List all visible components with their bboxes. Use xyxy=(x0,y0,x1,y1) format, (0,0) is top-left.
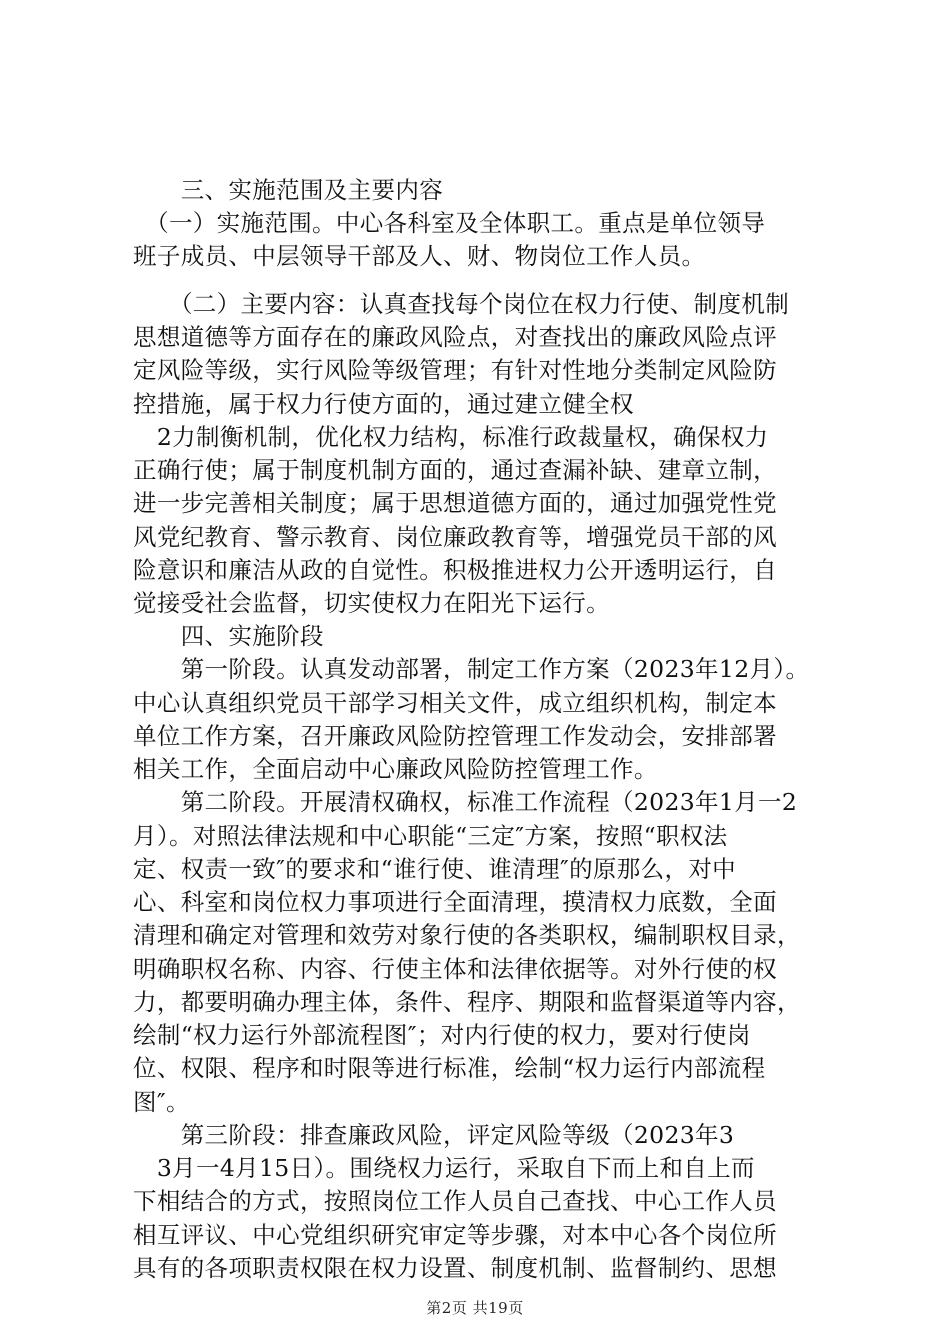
text-line: 清理和确定对管理和效劳对象行使的各类职权，编制职权目录， xyxy=(133,921,801,949)
text-line: 2力制衡机制，优化权力结构，标准行政裁量权，确保权力 xyxy=(133,423,769,451)
text-line: 相关工作，全面启动中心廉政风险防控管理工作。 xyxy=(133,755,658,783)
text-line: 图″。 xyxy=(133,1088,190,1116)
text-line: 第一阶段。认真发动部署，制定工作方案（2023年12月）。 xyxy=(133,655,810,683)
text-line: 险意识和廉洁从政的自觉性。积极推进权力公开透明运行，自 xyxy=(133,556,777,584)
text-line: （一）实施范围。中心各科室及全体职工。重点是单位领导 xyxy=(133,209,766,237)
text-line: 下相结合的方式，按照岗位工作人员自己查找、中心工作人员 xyxy=(133,1187,777,1215)
text-line: 正确行使；属于制度机制方面的，通过查漏补缺、建章立制， xyxy=(133,456,777,484)
text-line: 班子成员、中层领导干部及人、财、物岗位工作人员。 xyxy=(133,242,706,270)
text-line: 明确职权名称、内容、行使主体和法律依据等。对外行使的权 xyxy=(133,955,777,983)
text-line: 具有的各项职责权限在权力设置、制度机制、监督制约、思想 xyxy=(133,1254,777,1282)
text-line: 四、实施阶段 xyxy=(133,622,324,650)
text-line: 进一步完善相关制度；属于思想道德方面的，通过加强党性党 xyxy=(133,489,777,517)
text-line: 相互评议、中心党组织研究审定等步骤，对本中心各个岗位所 xyxy=(133,1221,777,1249)
text-line: 控措施，属于权力行使方面的，通过建立健全权 xyxy=(133,390,634,418)
text-line: 定风险等级，实行风险等级管理；有针对性地分类制定风险防 xyxy=(133,356,777,384)
text-line: 思想道德等方面存在的廉政风险点，对查找出的廉政风险点评 xyxy=(133,323,777,351)
text-line: 位、权限、程序和时限等进行标准，绘制“权力运行内部流程 xyxy=(133,1054,766,1082)
text-line: 风党纪教育、警示教育、岗位廉政教育等，增强党员干部的风 xyxy=(133,523,777,551)
text-line: 第二阶段。开展清权确权，标准工作流程（2023年1月一2 xyxy=(133,788,798,816)
text-line: 定、权责一致″的要求和“谁行使、谁清理″的原那么，对中 xyxy=(133,855,737,883)
text-line: 3月一4月15日）。围绕权力运行，采取自下而上和自上而 xyxy=(133,1154,755,1182)
text-line: 绘制“权力运行外部流程图″；对内行使的权力，要对行使岗 xyxy=(133,1021,751,1049)
text-line: 第三阶段：排查廉政风险，评定风险等级（2023年3 xyxy=(133,1121,735,1149)
text-line: 中心认真组织党员干部学习相关文件，成立组织机构，制定本 xyxy=(133,689,777,717)
text-line: 心、科室和岗位权力事项进行全面清理，摸清权力底数，全面 xyxy=(133,888,777,916)
text-line: 月）。对照法律法规和中心职能“三定″方案，按照“职权法 xyxy=(133,822,728,850)
text-line: 单位工作方案，召开廉政风险防控管理工作发动会，安排部署 xyxy=(133,722,777,750)
page-number-footer: 第2页 共19页 xyxy=(426,1299,524,1317)
text-line: 力，都要明确办理主体，条件、程序、期限和监督渠道等内容， xyxy=(133,988,801,1016)
text-line: 三、实施范围及主要内容 xyxy=(133,176,444,204)
text-line: （二）主要内容：认真查找每个岗位在权力行使、制度机制 xyxy=(133,290,790,318)
text-line: 觉接受社会监督，切实使权力在阳光下运行。 xyxy=(133,589,610,617)
